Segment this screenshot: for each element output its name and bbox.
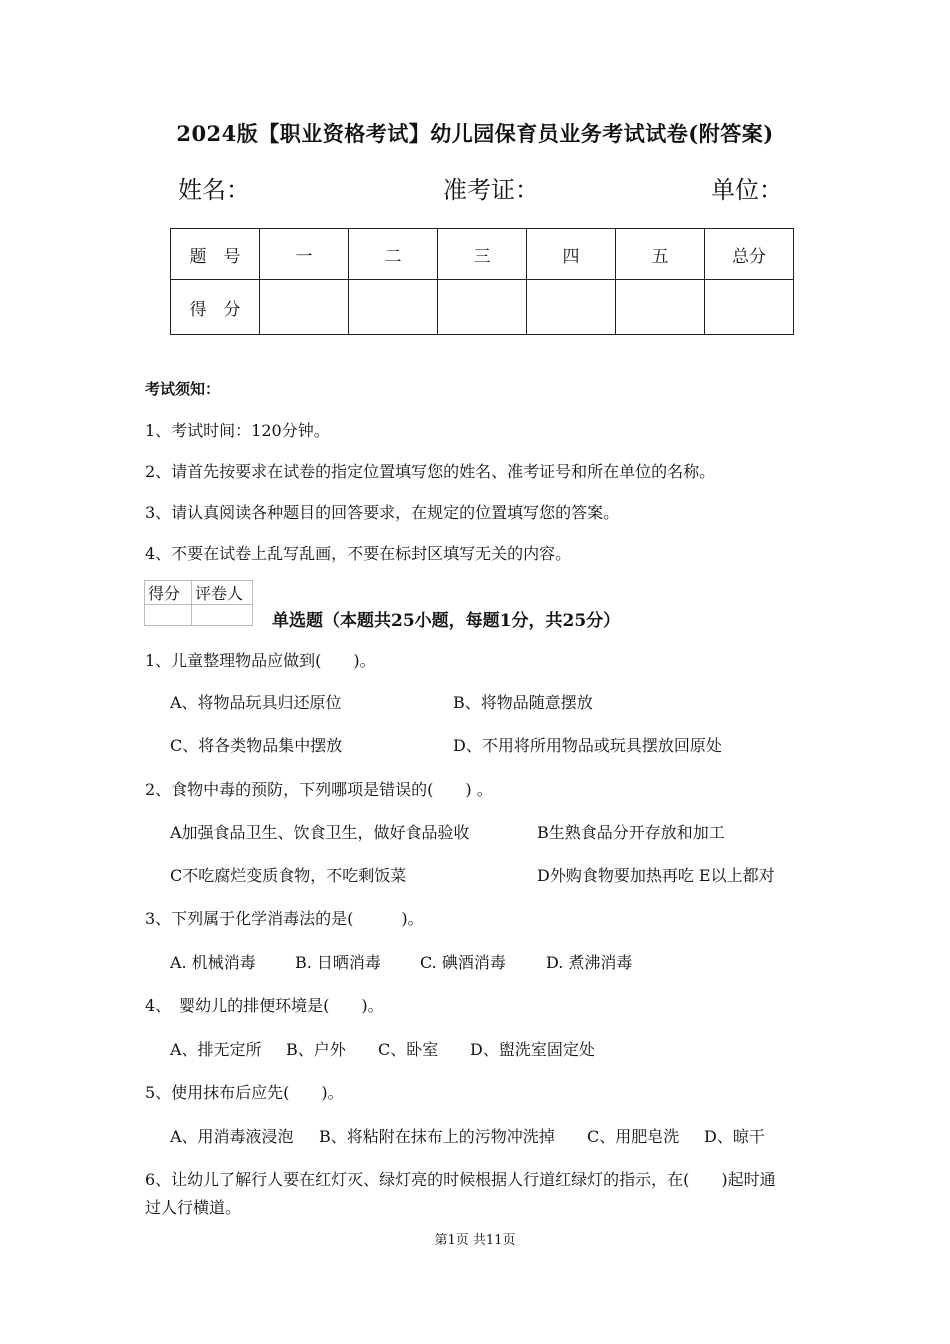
grader-score-cell[interactable] — [145, 605, 192, 626]
candidate-fields — [0, 170, 950, 204]
option-d: D外购食物要加热再吃 E以上都对 — [537, 866, 775, 885]
name-field-label: 姓名： — [178, 176, 250, 204]
option-b: B. 日晒消毒 — [295, 953, 381, 972]
score-cell[interactable] — [260, 280, 349, 335]
score-row-label: 得 分 — [171, 280, 260, 335]
exam-number-field-label: 准考证： — [443, 176, 539, 204]
option-a: A. 机械消毒 — [170, 953, 256, 972]
score-header-cell: 四 — [527, 229, 616, 280]
grader-reviewer-cell[interactable] — [192, 605, 253, 626]
option-c: C、卧室 — [378, 1040, 439, 1059]
note-item: 1、考试时间：120分钟。 — [145, 421, 330, 440]
score-header-cell: 二 — [349, 229, 438, 280]
score-header-cell: 五 — [616, 229, 705, 280]
score-header-cell: 题 号 — [171, 229, 260, 280]
score-cell[interactable] — [616, 280, 705, 335]
unit-field-label: 单位： — [711, 176, 783, 204]
option-d: D、不用将所用物品或玩具摆放回原处 — [453, 736, 722, 755]
score-table-header-row — [171, 229, 794, 280]
option-c: C、用肥皂洗 — [587, 1127, 680, 1146]
question-stem: 3、下列属于化学消毒法的是( )。 — [145, 909, 424, 928]
score-header-cell: 三 — [438, 229, 527, 280]
note-item: 4、不要在试卷上乱写乱画，不要在标封区填写无关的内容。 — [145, 544, 572, 563]
score-cell[interactable] — [527, 280, 616, 335]
score-cell[interactable] — [705, 280, 794, 335]
grader-score-label: 得分 — [145, 581, 192, 605]
option-b: B、户外 — [286, 1040, 346, 1059]
option-b: B生熟食品分开存放和加工 — [537, 823, 725, 842]
score-table — [170, 228, 794, 335]
option-d: D、盥洗室固定处 — [470, 1040, 595, 1059]
question-stem-continuation: 过人行横道。 — [145, 1198, 242, 1217]
grader-reviewer-label: 评卷人 — [192, 581, 253, 605]
option-d: D. 煮沸消毒 — [546, 953, 633, 972]
document-title: 2024版【职业资格考试】幼儿园保育员业务考试试卷(附答案) — [176, 121, 774, 146]
score-header-cell: 总分 — [705, 229, 794, 280]
question-stem: 6、让幼儿了解行人要在红灯灭、绿灯亮的时候根据人行道红绿灯的指示，在( )起时通 — [145, 1170, 776, 1189]
question-stem: 1、儿童整理物品应做到( )。 — [145, 651, 376, 670]
option-a: A、排无定所 — [170, 1040, 262, 1059]
notes-title: 考试须知： — [145, 380, 221, 398]
score-table-value-row — [171, 280, 794, 335]
note-item: 2、请首先按要求在试卷的指定位置填写您的姓名、准考证号和所在单位的名称。 — [145, 462, 716, 481]
option-a: A、用消毒液浸泡 — [170, 1127, 294, 1146]
question-stem: 2、食物中毒的预防，下列哪项是错误的( ) 。 — [145, 780, 493, 799]
question-stem: 5、使用抹布后应先( )。 — [145, 1083, 344, 1102]
score-cell[interactable] — [438, 280, 527, 335]
note-item: 3、请认真阅读各种题目的回答要求，在规定的位置填写您的答案。 — [145, 503, 620, 522]
option-a: A、将物品玩具归还原位 — [170, 693, 342, 712]
page-footer: 第1页 共11页 — [434, 1233, 516, 1248]
question-stem: 4、 婴幼儿的排便环境是( )。 — [145, 996, 384, 1015]
score-cell[interactable] — [349, 280, 438, 335]
option-c: C、将各类物品集中摆放 — [170, 736, 343, 755]
option-c: C. 碘酒消毒 — [420, 953, 506, 972]
option-d: D、晾干 — [704, 1127, 765, 1146]
option-a: A加强食品卫生、饮食卫生，做好食品验收 — [170, 823, 470, 842]
section-heading: 单选题（本题共25小题，每题1分，共25分） — [272, 611, 621, 631]
option-c: C不吃腐烂变质食物，不吃剩饭菜 — [170, 866, 407, 885]
option-b: B、将粘附在抹布上的污物冲洗掉 — [319, 1127, 555, 1146]
grader-box — [144, 580, 253, 626]
score-header-cell: 一 — [260, 229, 349, 280]
option-b: B、将物品随意摆放 — [453, 693, 593, 712]
